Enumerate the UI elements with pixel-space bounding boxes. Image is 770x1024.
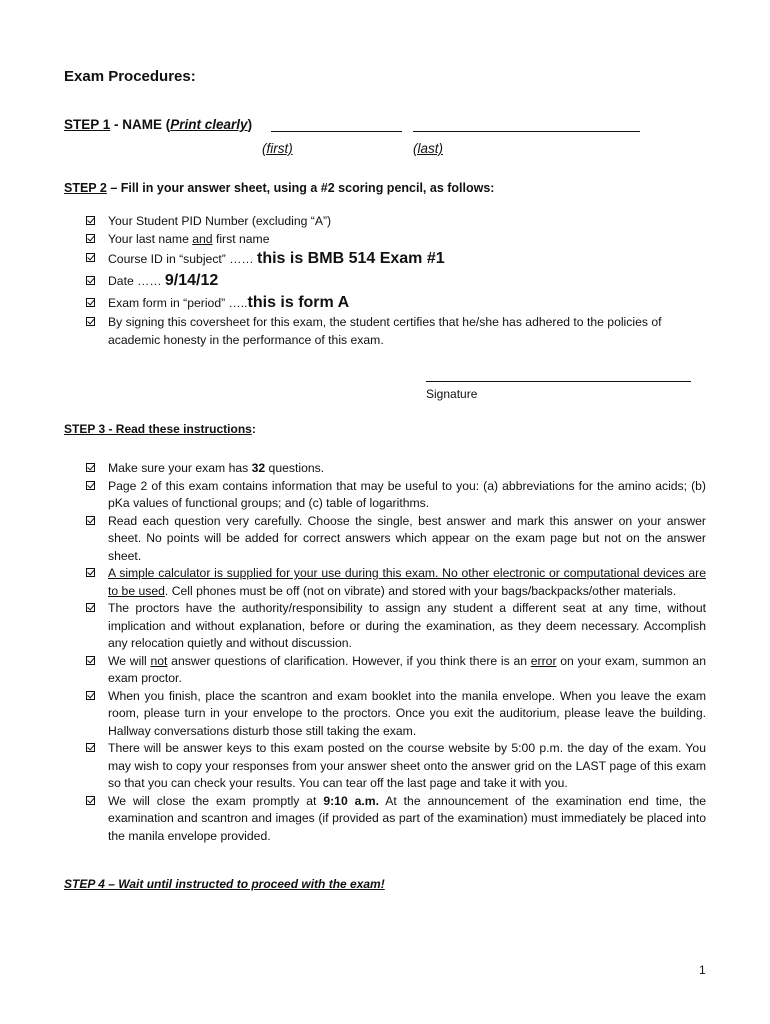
close-time: 9:10 a.m.	[323, 793, 380, 808]
item-text-underlined: not	[150, 653, 168, 668]
step3-label: STEP 3 - Read these instructions	[64, 422, 252, 436]
list-item	[82, 248, 710, 270]
signature-label: Signature	[426, 387, 478, 401]
step1-label: STEP 1	[64, 117, 111, 132]
checkbox-icon	[86, 743, 95, 752]
form-value: this is form A	[247, 294, 350, 311]
item-text-underlined: A simple calculator is supplied for your use during this exam. No other electronic or computational devices are to be used	[108, 566, 706, 598]
checkbox-icon	[86, 317, 95, 326]
step1-heading	[64, 117, 252, 132]
item-text: When you finish, place the scantron and exam booklet into the manila envelope. When you leave the exam room, please turn in your envelope to the proctors. Once you exit the auditorium, please leave the building. Hallway conversations disturb those still taking the exam.	[108, 688, 706, 738]
checkbox-icon	[86, 603, 95, 612]
checkbox-icon	[86, 568, 95, 577]
item-text: Your Student PID Number (excluding “A”)	[108, 214, 332, 228]
signature-line[interactable]	[426, 381, 691, 382]
checkbox-icon	[86, 481, 95, 490]
item-text-underlined: and	[192, 231, 213, 246]
item-text: on your exam, summon an exam proctor.	[108, 653, 706, 685]
item-text: There will be answer keys to this exam posted on the course website by 5:00 p.m. the day of the exam. You may wish to copy your responses from your answer sheet onto the answer grid on the LAST page of this exam so that you can check your results. You can tear off the last page and take it with you.	[108, 741, 706, 790]
checkbox-icon	[86, 298, 95, 307]
course-id-value: this is BMB 514 Exam #1	[257, 250, 445, 267]
step3-colon: :	[251, 422, 256, 436]
item-text: Your last name	[108, 231, 193, 246]
checkbox-icon	[86, 516, 95, 525]
item-text-underlined: error	[530, 653, 557, 668]
item-text: Exam form in “period” …..	[108, 296, 248, 310]
page-title: Exam Procedures:	[64, 68, 196, 85]
item-text: first name	[212, 231, 270, 246]
checkbox-icon	[86, 234, 95, 243]
checkbox-icon	[86, 276, 95, 285]
item-text: We will close the exam promptly at	[108, 793, 324, 808]
item-text: Make sure your exam has	[108, 461, 252, 475]
list-item	[82, 600, 706, 653]
step2-heading	[64, 181, 494, 195]
first-name-line[interactable]	[271, 131, 402, 132]
list-item	[82, 688, 706, 741]
item-text: Course ID in “subject” ……	[108, 252, 257, 266]
last-name-label: (last)	[413, 141, 443, 156]
item-text: Read each question very carefully. Choose the single, best answer and mark this answer on your answer sheet. No points will be added for correct answers which appear on the exam page but not on the answer sheet.	[108, 513, 706, 563]
first-name-label: (first)	[262, 141, 293, 156]
item-text: Page 2 of this exam contains information that may be useful to you: (a) abbreviations for the amino acids; (b) pKa values of functional groups; and (c) table of logarithms.	[108, 478, 706, 510]
date-value: 9/14/12	[164, 272, 219, 289]
checkbox-icon	[86, 216, 95, 225]
list-item	[82, 513, 706, 566]
item-text: At the announcement of the examination end time, the examination and scantron and images (if provided as part of the examination) must immediately be placed into the manila envelope provided.	[108, 793, 707, 843]
page-number: 1	[699, 963, 706, 977]
item-text: By signing this coversheet for this exam, the student certifies that he/she has adhered to the policies of academic honesty in the performance of this exam.	[108, 315, 662, 347]
item-text: questions.	[265, 461, 325, 475]
list-item	[82, 653, 706, 688]
item-text: We will	[108, 653, 151, 668]
list-item	[82, 213, 710, 231]
list-item	[82, 314, 710, 349]
list-item	[82, 793, 706, 846]
step3-checklist	[82, 460, 706, 845]
step3-heading	[64, 422, 256, 436]
step2-label: STEP 2	[64, 181, 107, 195]
step1-close: )	[247, 117, 253, 132]
item-text: answer questions of clarification. However, if you think there is an	[167, 653, 531, 668]
checkbox-icon	[86, 796, 95, 805]
checkbox-icon	[86, 691, 95, 700]
list-item	[82, 565, 706, 600]
question-count: 32	[251, 461, 266, 475]
list-item	[82, 231, 710, 249]
item-text: The proctors have the authority/responsibility to assign any student a different seat at any time, without implication and without explanation, before or during the examination, as they deem necessary. Accomplish any relocation quietly and without discussion.	[108, 601, 706, 650]
item-text: . Cell phones must be off (not on vibrate) and stored with your bags/backpacks/other materials.	[164, 583, 677, 598]
list-item	[82, 292, 710, 314]
step4-heading: STEP 4 – Wait until instructed to proceed with the exam!	[64, 877, 385, 891]
list-item	[82, 478, 706, 513]
item-text: Date ……	[108, 274, 165, 288]
step1-dash: - NAME (	[110, 117, 171, 132]
last-name-line[interactable]	[413, 131, 640, 132]
step1-print-clearly: Print clearly	[170, 117, 248, 132]
checkbox-icon	[86, 463, 95, 472]
checkbox-icon	[86, 253, 95, 262]
checkbox-icon	[86, 656, 95, 665]
list-item	[82, 460, 706, 478]
list-item	[82, 270, 710, 292]
step2-checklist	[82, 213, 710, 349]
step2-text: – Fill in your answer sheet, using a #2 scoring pencil, as follows:	[106, 181, 495, 195]
list-item	[82, 740, 706, 793]
